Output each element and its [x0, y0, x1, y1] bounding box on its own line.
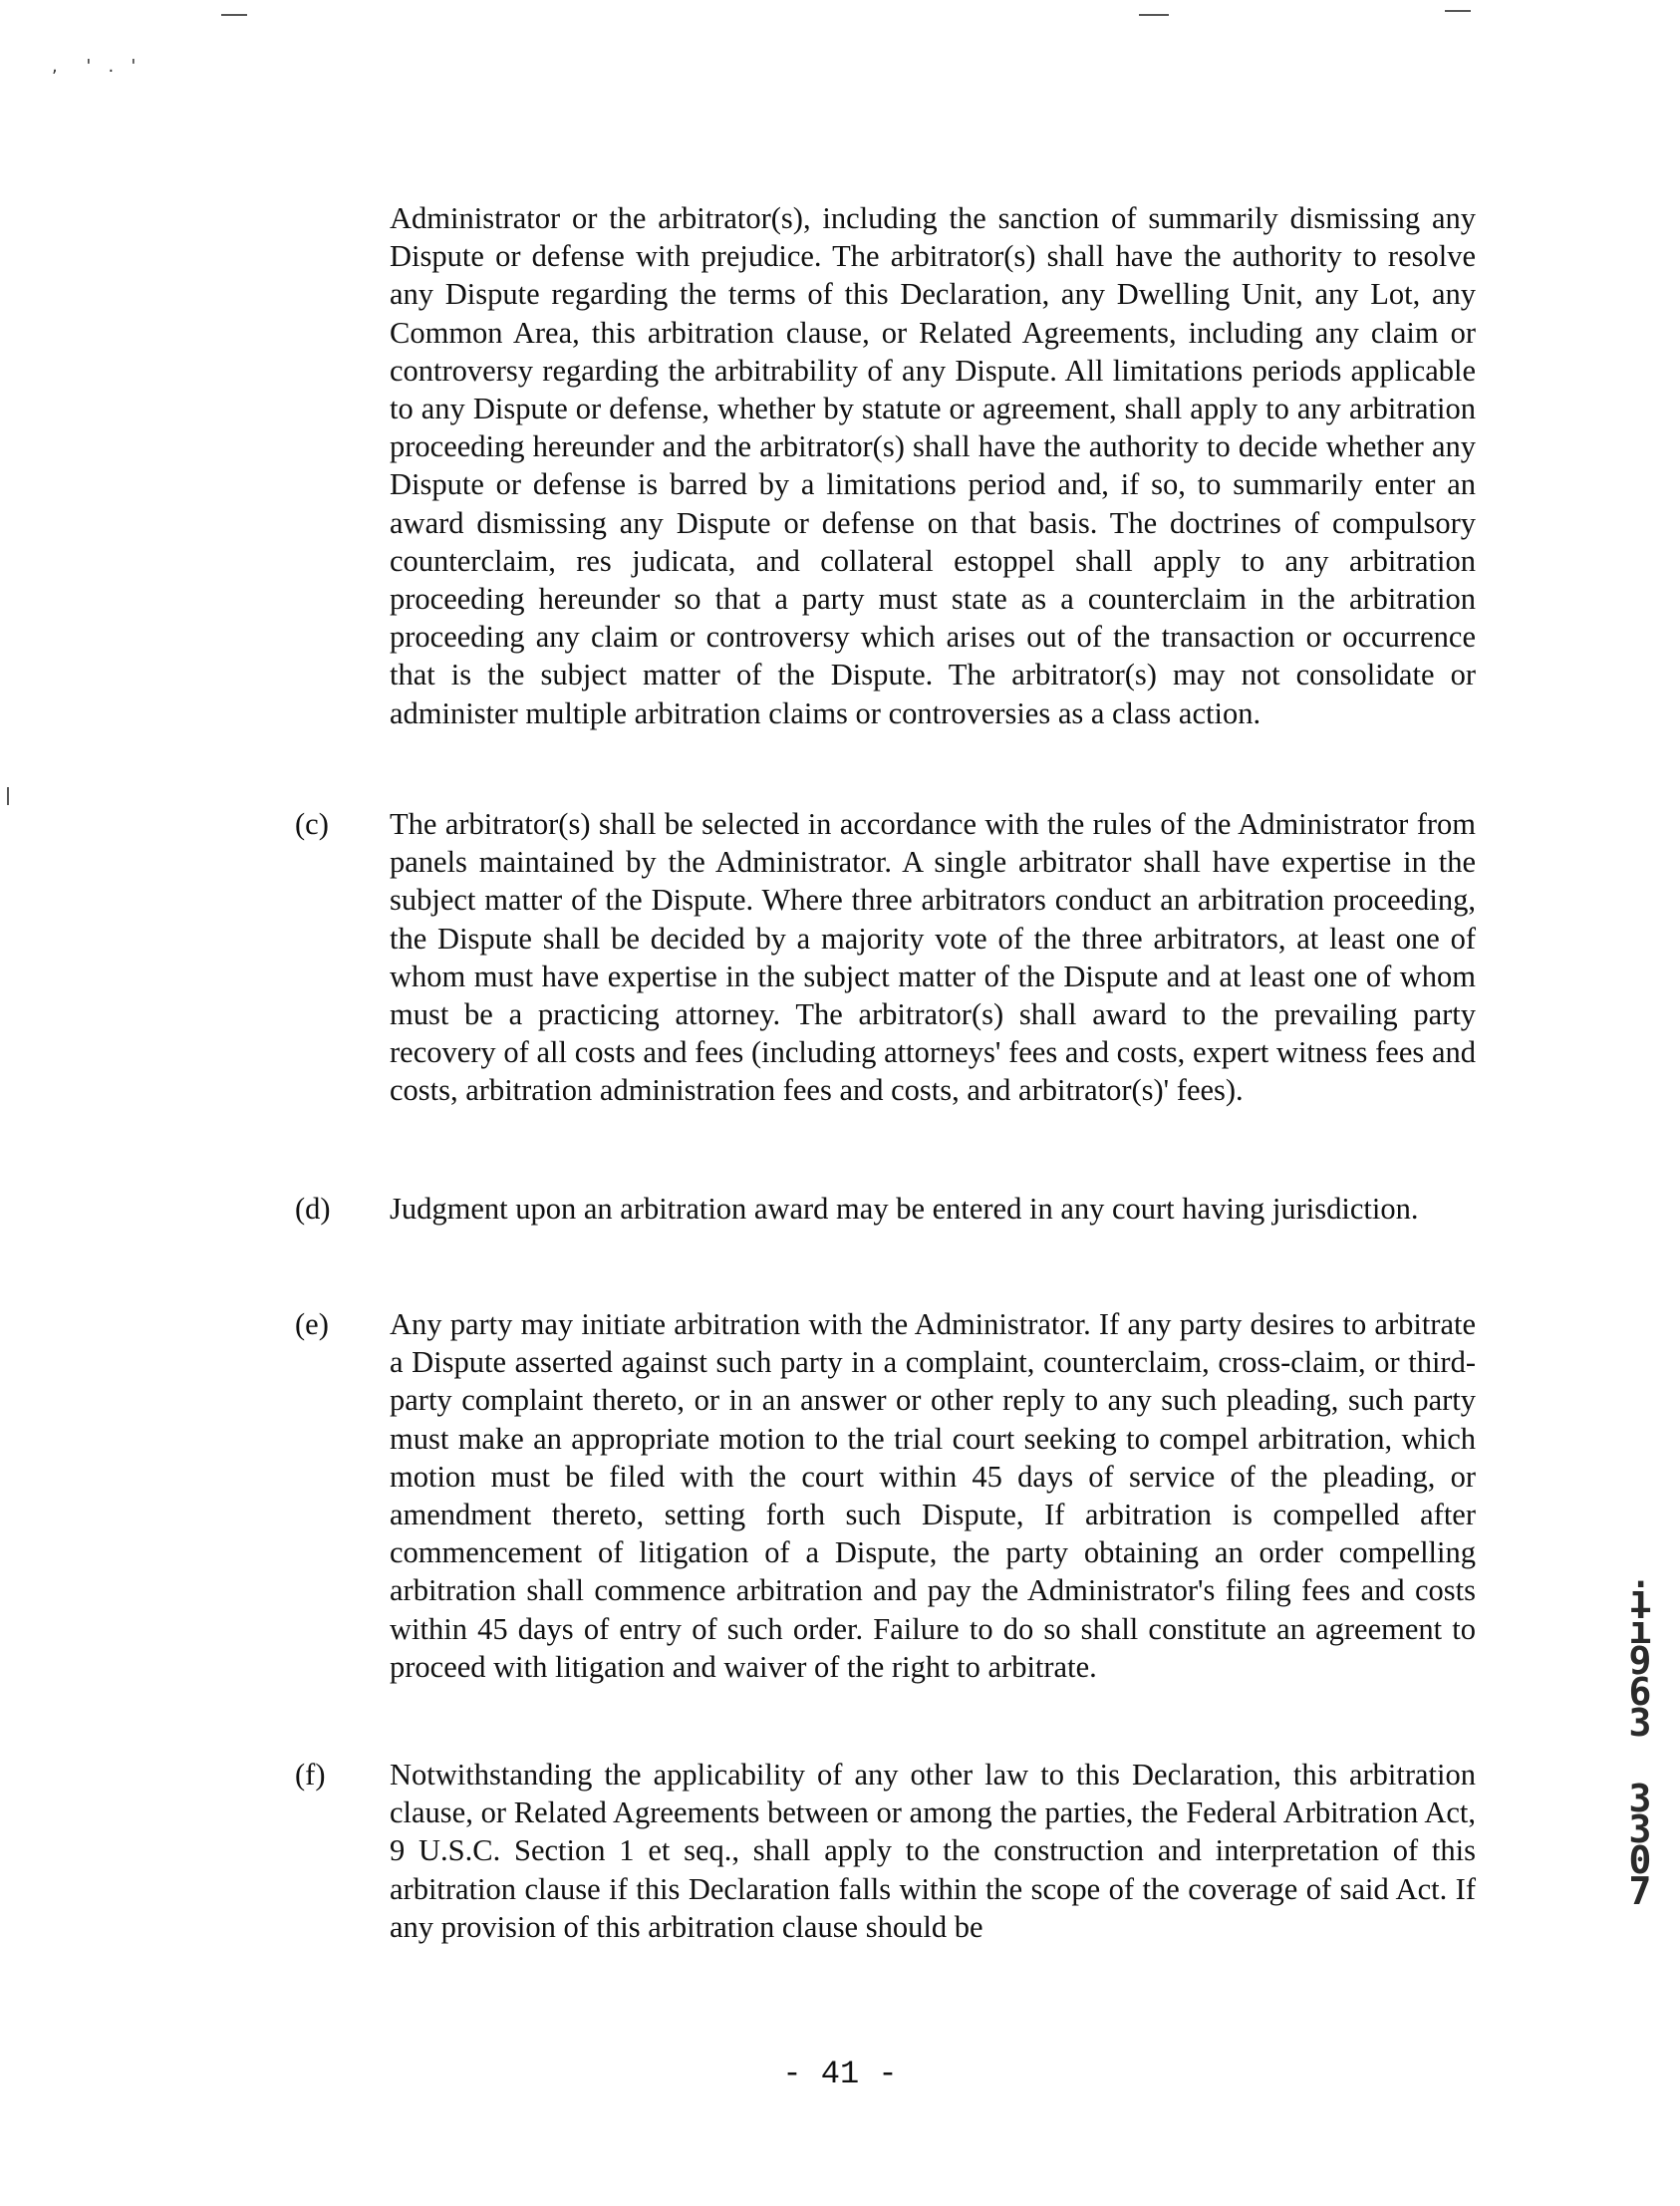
stamp-char: 3 [1628, 1807, 1652, 1851]
stamp-char: i [1628, 1608, 1652, 1652]
recording-stamp-lower [1614, 1777, 1666, 1913]
intro-paragraph: Administrator or the arbitrator(s), including the sanction of summarily dismissing any Dispute or defense with prejudice. The arbitrator(s) shall have the authority to resolve any Dispute regarding the terms of this Declaration, any Dwelling Unit, any Lot, any Common Area, this arbitration clause, or Related Agreements, including any claim or controversy regarding the arbitrability of any Dispute. All limitations periods applicable to any Dispute or defense, whether by statute or agreement, shall apply to any arbitration proceeding hereunder and the arbitrator(s) shall have the authority to decide whether any Dispute or defense is barred by a limitations period and, if so, to summarily enter an award dismissing any Dispute or defense on that basis. The doctrines of compulsory counterclaim, res judicata, and collateral estoppel shall apply to any arbitration proceeding hereunder so that a party must state as a counterclaim in the arbitration proceeding any claim or controversy which arises out of the transaction or occurrence that is the subject matter of the Dispute. The arbitrator(s) may not consolidate or administer multiple arbitration claims or controversies as a class action. [390, 201, 1476, 730]
stamp-char: i [1628, 1577, 1652, 1621]
clause-d-text: Judgment upon an arbitration award may be entered in any court having jurisdiction. [390, 1192, 1419, 1226]
stamp-char: 3 [1628, 1701, 1652, 1745]
stamp-char: 9 [1628, 1639, 1652, 1683]
clause-c [295, 805, 1476, 1110]
scan-mark-top-right [1445, 10, 1471, 12]
stamp-char: 3 [1628, 1777, 1652, 1820]
clause-f-text: Notwithstanding the applicability of any other law to this Declaration, this arbitration clause, or Related Agreements between or among the parties, the Federal Arbitration Act, 9 U.S.C. Section 1 et seq., shall apply to the construction and interpretation of this arbitration clause if this Declaration falls within the scope of the coverage of said Act. If any provision of this arbitration clause should be [390, 1758, 1476, 1944]
clause-e-marker: (e) [295, 1307, 329, 1341]
clause-f [295, 1756, 1476, 1946]
clause-d-marker: (d) [295, 1192, 331, 1226]
scan-mark-top-left [221, 14, 247, 16]
clause-e-text: Any party may initiate arbitration with the Administrator. If any party desires to arbitrate a Dispute asserted against such party in a complaint, counterclaim, cross-claim, or third-party complaint thereto, or in an answer or other reply to any such pleading, such party must make an appropriate motion to the trial court seeking to compel arbitration, which motion must be filed with the court within 45 days of service of the pleading, or amendment thereto, setting forth such Dispute, If arbitration is compelled after commencement of litigation of a Dispute, the party obtaining an order compelling arbitration shall commence arbitration and pay the Administrator's filing fees and costs within 45 days of entry of such order. Failure to do so shall constitute an agreement to proceed with litigation and waiver of the right to arbitrate. [390, 1307, 1476, 1684]
clause-f-marker: (f) [295, 1758, 326, 1792]
scan-mark-top-center [1139, 14, 1169, 16]
scan-specks-top-left: , ' . ' [52, 56, 137, 77]
scan-mark-left-edge [7, 787, 9, 805]
clause-e [295, 1305, 1476, 1686]
clause-c-text: The arbitrator(s) shall be selected in accordance with the rules of the Administrator from panels maintained by the Administrator. A single arbitrator shall have expertise in the subject matter of the Dispute. Where three arbitrators conduct an arbitration proceeding, the Dispute shall be decided by a majority vote of the three arbitrators, at least one of whom must have expertise in the subject matter of the Dispute and at least one of whom must be a practicing attorney. The arbitrator(s) shall award to the prevailing party recovery of all costs and fees (including attorneys' fees and costs, expert witness fees and costs, arbitration administration fees and costs, and arbitrator(s)' fees). [390, 807, 1476, 1108]
stamp-char: 0 [1628, 1838, 1652, 1882]
clause-d [295, 1190, 1476, 1228]
clause-c-marker: (c) [295, 807, 329, 841]
stamp-char: 7 [1628, 1869, 1652, 1913]
page-number: - 41 - [782, 2056, 898, 2092]
recording-stamp-upper [1614, 1577, 1666, 1745]
stamp-char: 6 [1628, 1670, 1652, 1714]
